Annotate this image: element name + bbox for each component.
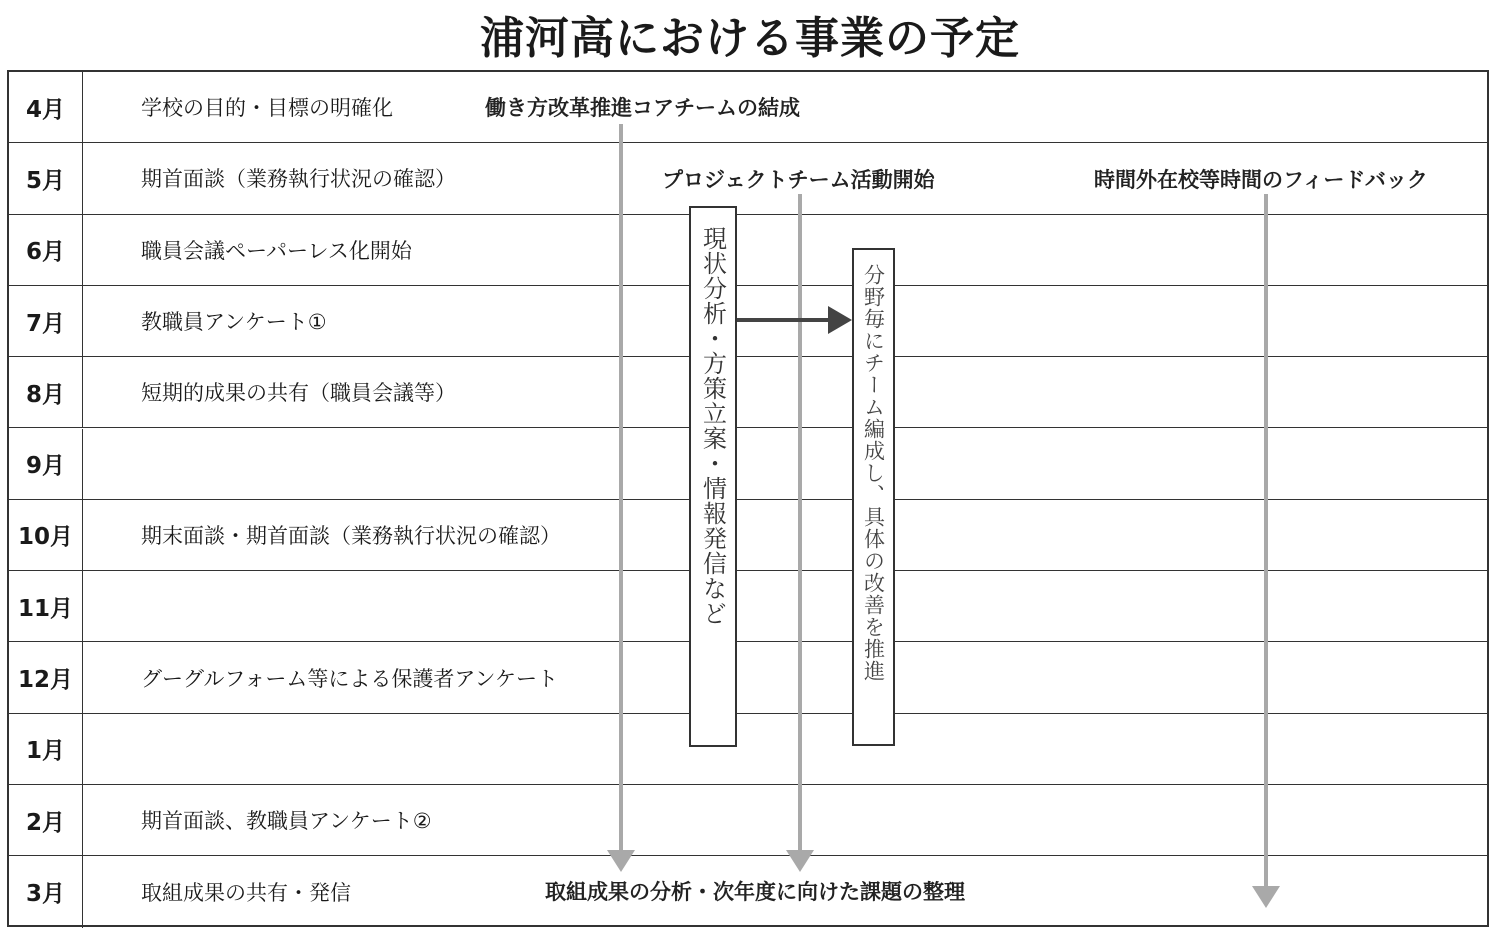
analysis-label: 取組成果の分析・次年度に向けた課題の整理 <box>545 880 965 904</box>
task-cell: 期首面談、教職員アンケート② <box>141 809 432 834</box>
task-cell: 期末面談・期首面談（業務執行状況の確認） <box>141 523 561 548</box>
task-cell: 取組成果の共有・発信 <box>141 880 351 905</box>
team-box-text: 分野毎にチーム編成し、具体の改善を推進 <box>861 264 886 682</box>
month-cell: 8月 <box>9 357 83 427</box>
table-row <box>9 785 1487 856</box>
table-row <box>9 571 1487 642</box>
schedule-table <box>7 70 1489 927</box>
task-cell: 学校の目的・目標の明確化 <box>141 96 393 121</box>
project-team-label: プロジェクトチーム活動開始 <box>662 168 935 192</box>
analysis-box-text: 現状分析・方策立案・情報発信など <box>698 226 727 626</box>
task-cell: グーグルフォーム等による保護者アンケート <box>141 666 559 691</box>
month-cell: 6月 <box>9 215 83 285</box>
month-cell: 2月 <box>9 785 83 855</box>
page-title: 浦河高における事業の予定 <box>480 13 1020 64</box>
task-cell: 職員会議ペーパーレス化開始 <box>141 238 412 263</box>
task-cell: 短期的成果の共有（職員会議等） <box>141 381 456 406</box>
table-row <box>9 714 1487 785</box>
feedback-label: 時間外在校等時間のフィードバック <box>1094 168 1428 192</box>
month-cell: 7月 <box>9 286 83 356</box>
team-box <box>852 248 895 746</box>
month-cell: 10月 <box>9 500 83 570</box>
analysis-box <box>689 206 737 747</box>
table-row <box>9 215 1487 286</box>
month-cell: 9月 <box>9 429 83 499</box>
month-cell: 11月 <box>9 571 83 641</box>
month-cell: 5月 <box>9 143 83 213</box>
task-cell: 期首面談（業務執行状況の確認） <box>141 167 456 192</box>
month-cell: 3月 <box>9 856 83 927</box>
month-cell: 12月 <box>9 642 83 712</box>
table-row <box>9 286 1487 357</box>
table-row <box>9 429 1487 500</box>
table-row <box>9 357 1487 428</box>
table-row <box>9 642 1487 713</box>
month-cell: 1月 <box>9 714 83 784</box>
task-cell: 教職員アンケート① <box>141 310 327 335</box>
core-team-label: 働き方改革推進コアチームの結成 <box>485 96 800 120</box>
month-cell: 4月 <box>9 72 83 142</box>
table-row <box>9 500 1487 571</box>
